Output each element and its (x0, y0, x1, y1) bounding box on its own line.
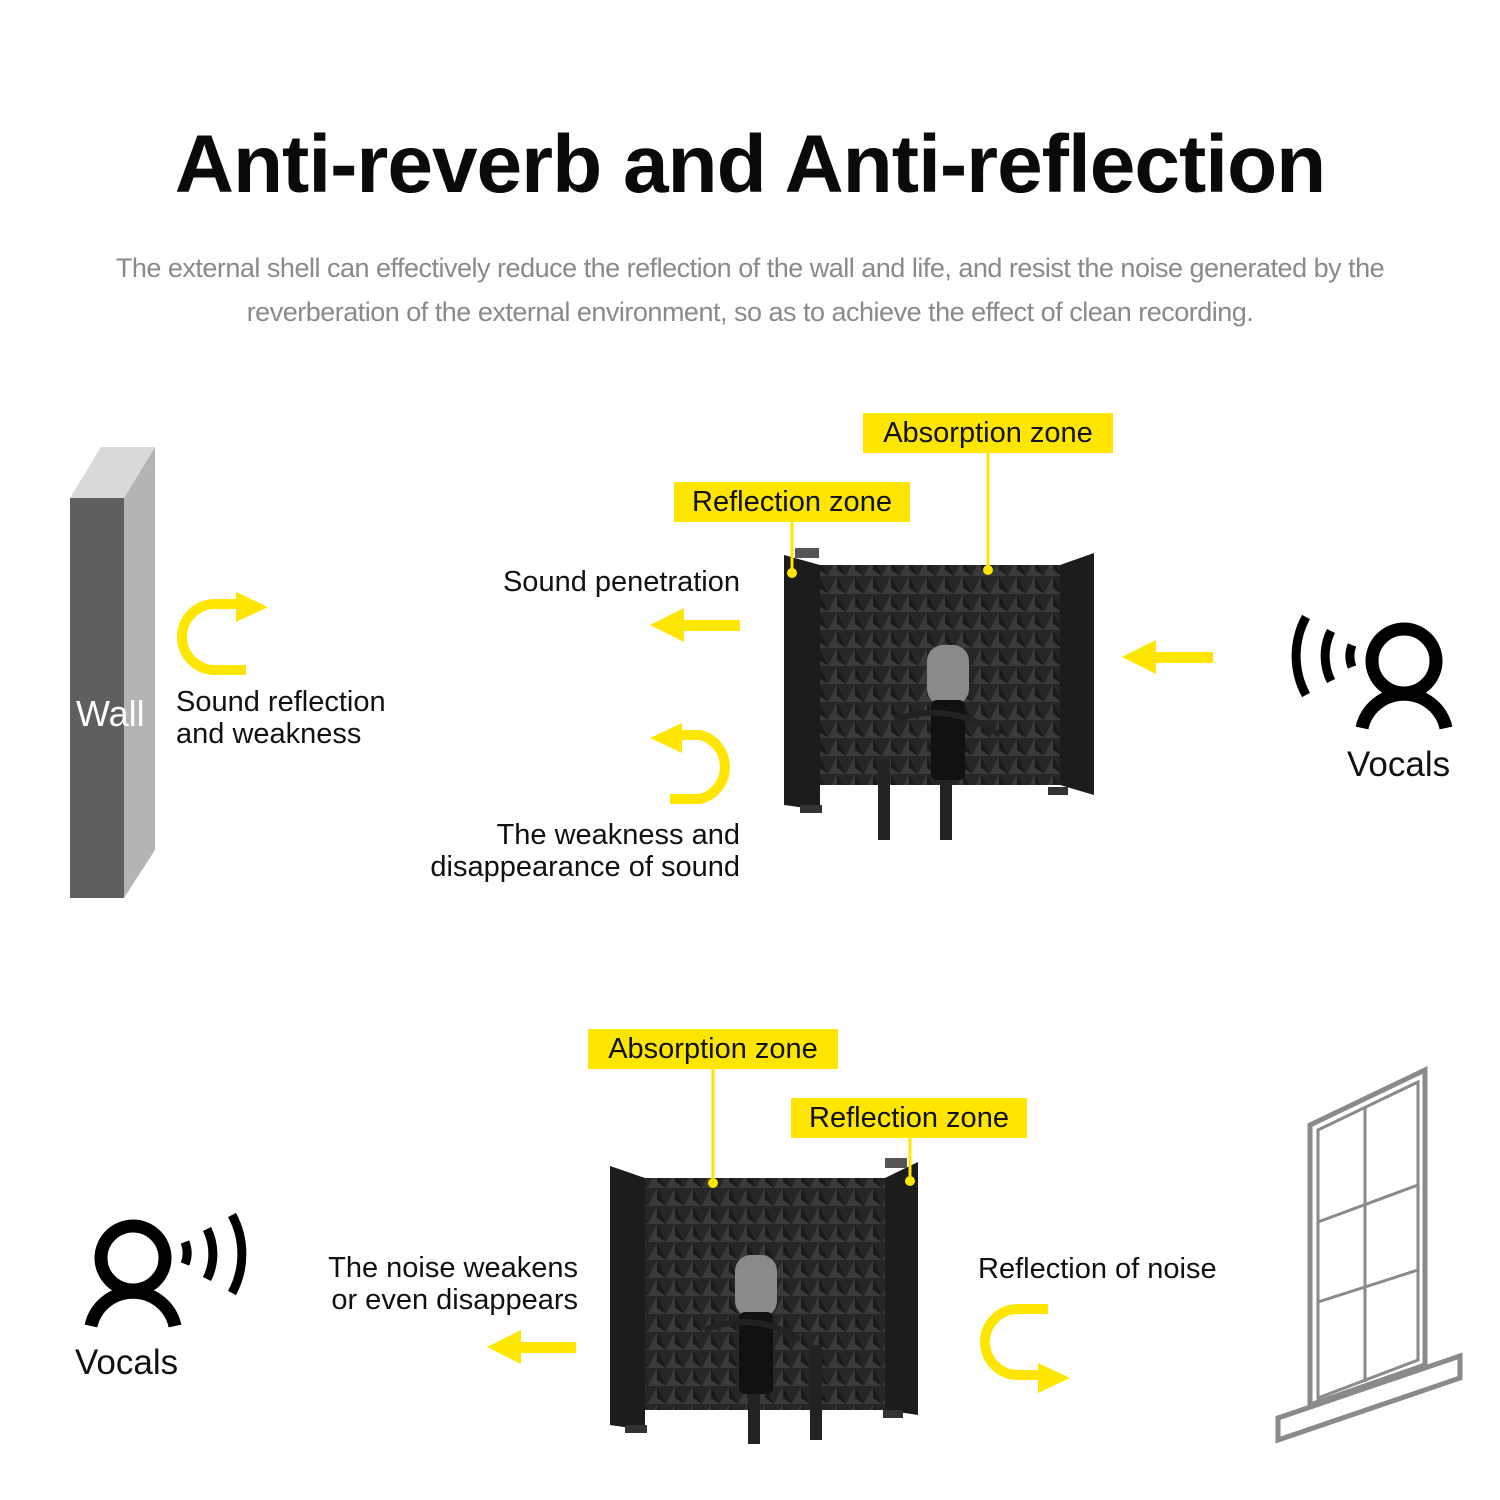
absorption-zone-tag: Absorption zone (588, 1029, 838, 1069)
reflection-zone-dot (905, 1176, 915, 1186)
vocals-label: Vocals (75, 1343, 179, 1382)
absorption-zone-dot (983, 565, 993, 575)
weakness-label-line2: disappearance of sound (430, 851, 740, 883)
u-turn-arrow-icon (182, 592, 268, 670)
sound-reflection-label-line2: and weakness (176, 718, 362, 750)
wall-icon (70, 447, 155, 898)
absorption-zone-tag: Absorption zone (863, 413, 1113, 453)
reflection-zone-dot (787, 568, 797, 578)
sound-penetration-label: Sound penetration (502, 566, 740, 598)
vocals-label: Vocals (1347, 745, 1451, 784)
absorption-zone-dot (708, 1178, 718, 1188)
u-turn-arrow-icon (650, 723, 725, 799)
u-turn-arrow-icon (985, 1309, 1070, 1393)
weakness-label-line1: The weakness and (496, 819, 740, 851)
noise-weakens-label-line1: The noise weakens (328, 1252, 578, 1284)
sound-reflection-label-line1: Sound reflection (176, 686, 386, 718)
noise-weakens-label-line2: or even disappears (331, 1284, 578, 1316)
arrow-left-icon (1122, 640, 1213, 674)
wall-label: Wall (76, 693, 145, 734)
window-icon (1278, 1070, 1460, 1440)
page-title: Anti-reverb and Anti-reflection (174, 119, 1326, 210)
person-icon (1362, 629, 1446, 728)
reflection-of-noise-label: Reflection of noise (978, 1253, 1217, 1285)
page-subtitle: The external shell can effectively reduce the reflection of the wall and life, and resist the noise generated by the reverberation of the external environment, so as to achieve the effect of clean recording. (115, 253, 1385, 327)
arrow-left-icon (487, 1330, 576, 1364)
arrow-left-icon (650, 608, 740, 642)
person-icon (91, 1226, 175, 1326)
reflection-zone-tag: Reflection zone (674, 482, 910, 522)
reflection-zone-tag: Reflection zone (791, 1098, 1027, 1138)
sound-waves-icon (185, 1215, 242, 1293)
sound-waves-icon (1296, 617, 1352, 695)
